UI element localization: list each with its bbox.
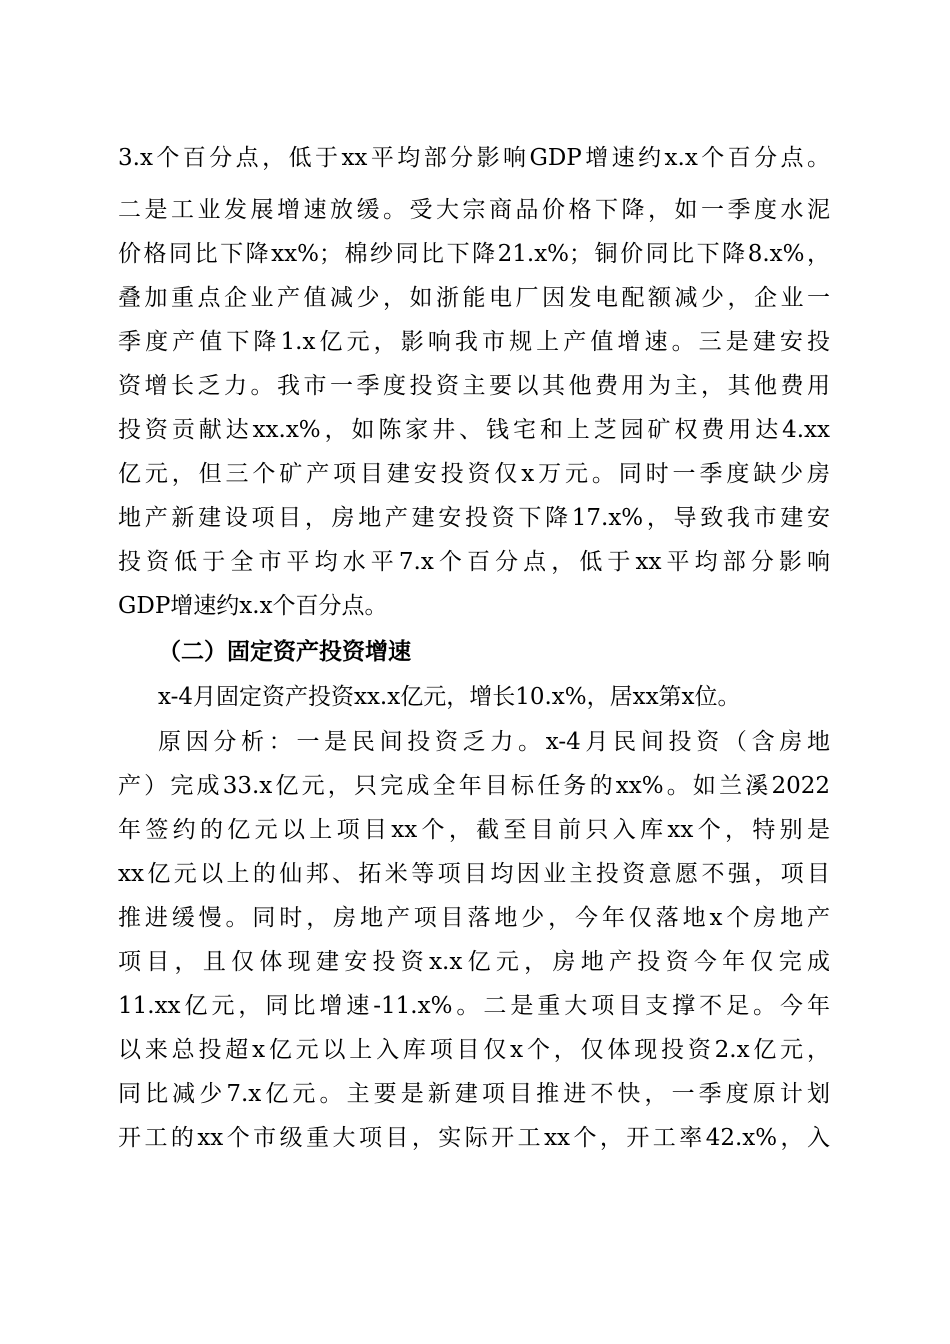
text-line: 投资贡献达xx.x%，如陈家井、钱宅和上芝园矿权费用达4.xx (118, 417, 830, 443)
text-line: 价格同比下降xx%；棉纱同比下降21.x%；铜价同比下降8.x%， (118, 241, 830, 267)
text-line: x-4月固定资产投资xx.x亿元，增长10.x%，居xx第x位。 (158, 684, 741, 710)
text-line: 11.xx亿元，同比增速-11.x%。二是重大项目支撑不足。今年 (118, 993, 830, 1019)
text-line: GDP增速约x.x个百分点。 (118, 593, 388, 619)
section-heading: （二）固定资产投资增速 (158, 639, 411, 665)
text-line: xx亿元以上的仙邦、拓米等项目均因业主投资意愿不强，项目 (118, 861, 830, 887)
text-line: 3.x个百分点，低于xx平均部分影响GDP增速约x.x个百分点。 (118, 145, 830, 171)
text-line: 投资低于全市平均水平7.x个百分点，低于xx平均部分影响 (118, 549, 830, 575)
text-line: 地产新建设项目，房地产建安投资下降17.x%，导致我市建安 (118, 505, 830, 531)
text-line: 叠加重点企业产值减少，如浙能电厂因发电配额减少，企业一 (118, 285, 830, 311)
text-line: 产）完成33.x亿元，只完成全年目标任务的xx%。如兰溪2022 (118, 773, 830, 799)
text-line: 原因分析：一是民间投资乏力。x-4月民间投资（含房地 (158, 729, 830, 755)
text-line: 开工的xx个市级重大项目，实际开工xx个，开工率42.x%，入 (118, 1125, 830, 1151)
text-line: 季度产值下降1.x亿元，影响我市规上产值增速。三是建安投 (118, 329, 830, 355)
text-line: 二是工业发展增速放缓。受大宗商品价格下降，如一季度水泥 (118, 197, 830, 223)
text-line: 资增长乏力。我市一季度投资主要以其他费用为主，其他费用 (118, 373, 830, 399)
text-line: 项目，且仅体现建安投资x.x亿元，房地产投资今年仅完成 (118, 949, 830, 975)
text-line: 同比减少7.x亿元。主要是新建项目推进不快，一季度原计划 (118, 1081, 830, 1107)
text-line: 推进缓慢。同时，房地产项目落地少，今年仅落地x个房地产 (118, 905, 830, 931)
text-line: 年签约的亿元以上项目xx个，截至目前只入库xx个，特别是 (118, 817, 830, 843)
text-line: 亿元，但三个矿产项目建安投资仅x万元。同时一季度缺少房 (118, 461, 830, 487)
text-line: 以来总投超x亿元以上入库项目仅x个，仅体现投资2.x亿元， (118, 1037, 830, 1063)
